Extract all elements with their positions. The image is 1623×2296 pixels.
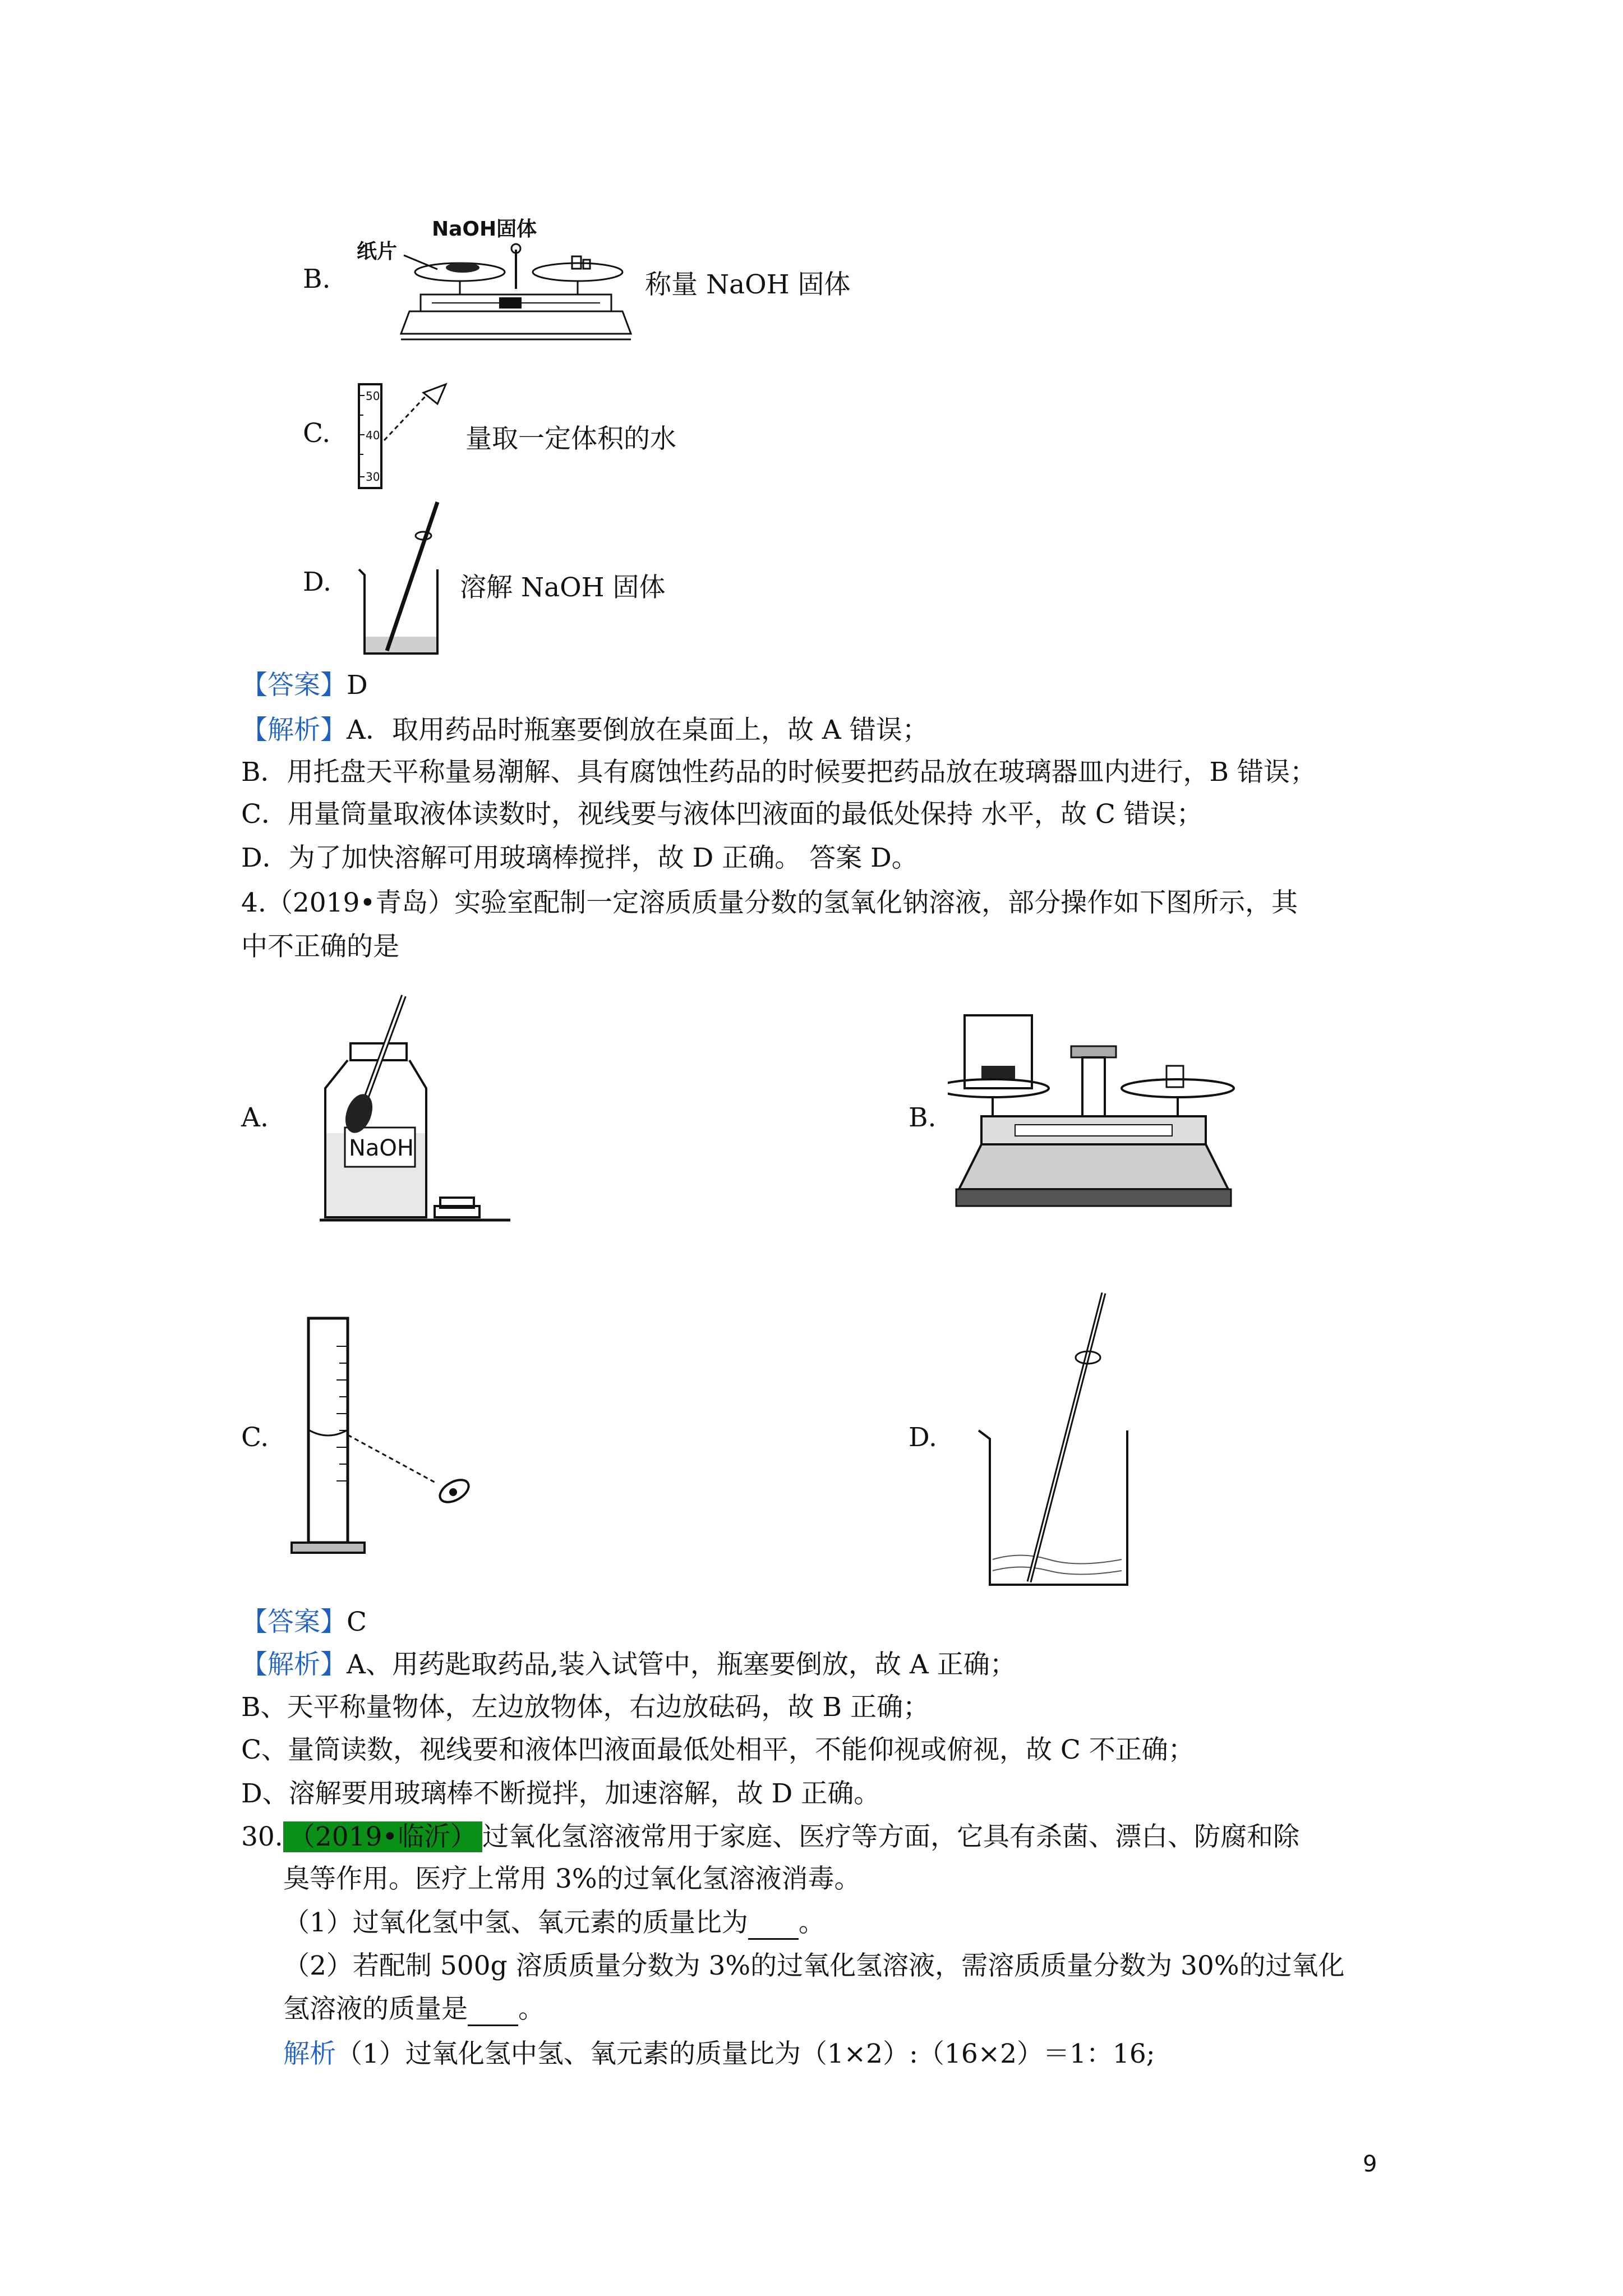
tick-30: 30 — [366, 470, 380, 484]
q3-answer — [241, 669, 368, 702]
graduated-cylinder-reading-figure — [353, 373, 465, 491]
sub1-end: 。 — [798, 1907, 825, 1938]
q4-stem-line-1: 4.（2019•青岛）实验室配制一定溶质质量分数的氢氧化钠溶液，部分操作如下图所示，其 — [241, 887, 1298, 918]
q3-option-c-letter: C. — [303, 418, 331, 449]
q30-number: 30. — [241, 1821, 283, 1852]
q4-stem-line-2: 中不正确的是 — [241, 931, 399, 962]
q4-answer — [241, 1605, 367, 1639]
analysis-text: （1）过氧化氢中氢、氧元素的质量比为（1×2）:（16×2）＝1：16; — [336, 2039, 1155, 2069]
sub1-text: （1）过氧化氢中氢、氧元素的质量比为 — [283, 1907, 748, 1938]
q3-option-d-letter: D. — [303, 567, 331, 597]
answer-blank-1[interactable] — [748, 1912, 799, 1940]
q4-analysis-line-2: B、天平称量物体，左边放物体，右边放砝码，故 B 正确； — [241, 1692, 929, 1723]
beaker-dissolving-figure — [353, 496, 454, 659]
q4-option-b-letter: B. — [909, 1102, 937, 1133]
q3-option-b-text: 称量 NaOH 固体 — [645, 269, 851, 300]
q30-sub-2-line-1: （2）若配制 500g 溶质质量分数为 3%的过氧化氢溶液，需溶质质量分数为 30%的过氧化 — [283, 1950, 1345, 1981]
q3-analysis-line-4: D．为了加快溶解可用玻璃棒搅拌，故 D 正确。 答案 D。 — [241, 843, 918, 873]
q30-sub-2-line-2 — [283, 1993, 545, 2026]
q3-analysis-line-3: C．用量筒量取液体读数时，视线要与液体凹液面的最低处保持 水平，故 C 错误； — [241, 799, 1203, 830]
q30-source-highlight: （2019•临沂） — [283, 1821, 482, 1852]
q30-stem-line-1 — [241, 1820, 1299, 1854]
answer-blank-2[interactable] — [468, 1999, 518, 2026]
naoh-solid-label: NaOH固体 — [432, 218, 537, 241]
analysis-tag: 【解析】 — [241, 715, 347, 746]
sub2-text: 氢溶液的质量是 — [283, 1994, 468, 2024]
q4-analysis-line-4: D、溶解要用玻璃棒不断搅拌，加速溶解，故 D 正确。 — [241, 1778, 880, 1809]
balance-weighing-figure — [353, 216, 645, 351]
q3-analysis-line-1 — [241, 714, 929, 747]
q3-option-d-text: 溶解 NaOH 固体 — [460, 572, 666, 603]
q30-stem-line-2: 臭等作用。医疗上常用 3%的过氧化氢溶液消毒。 — [283, 1864, 861, 1894]
analysis-text: A、用药匙取药品,装入试管中，瓶塞要倒放，故 A 正确； — [347, 1649, 1016, 1680]
q4-analysis-line-1 — [241, 1648, 1016, 1682]
q4-option-c-letter: C. — [241, 1422, 269, 1453]
tick-50: 50 — [366, 389, 380, 403]
analysis-tag: 【解析】 — [241, 1649, 347, 1680]
q3-option-c-text: 量取一定体积的水 — [465, 424, 676, 454]
q4-analysis-line-3: C、量筒读数，视线要和液体凹液面最低处相平，不能仰视或俯视，故 C 不正确； — [241, 1734, 1195, 1765]
tick-40: 40 — [366, 429, 380, 442]
q3-option-b-letter: B. — [303, 264, 331, 295]
paper-label: 纸片 — [357, 240, 398, 263]
answer-tag: 【答案】 — [241, 670, 347, 701]
cylinder-upward-view-figure — [286, 1313, 505, 1559]
bottle-label: NaOH — [349, 1135, 414, 1161]
analysis-text: A．取用药品时瓶塞要倒放在桌面上，故 A 错误； — [347, 715, 929, 746]
q4-option-d-letter: D. — [909, 1422, 937, 1453]
q30-analysis — [283, 2037, 1155, 2071]
balance-figure — [948, 1004, 1239, 1223]
beaker-stirring-figure — [976, 1287, 1144, 1590]
q30-stem-text: 过氧化氢溶液常用于家庭、医疗等方面，它具有杀菌、漂白、防腐和除 — [482, 1821, 1300, 1852]
reagent-bottle-spoon-figure — [314, 987, 522, 1223]
answer-tag: 【答案】 — [241, 1607, 347, 1637]
sub2-end: 。 — [518, 1994, 545, 2024]
q30-sub-1 — [283, 1906, 825, 1940]
analysis-tag: 解析 — [283, 2039, 336, 2069]
q3-analysis-line-2: B．用托盘天平称量易潮解、具有腐蚀性药品的时候要把药品放在玻璃器皿内进行，B 错误； — [241, 757, 1317, 788]
page-number: 9 — [1363, 2151, 1377, 2177]
q4-option-a-letter: A. — [241, 1102, 269, 1133]
answer-value: D — [347, 670, 368, 701]
answer-value: C — [347, 1607, 367, 1637]
